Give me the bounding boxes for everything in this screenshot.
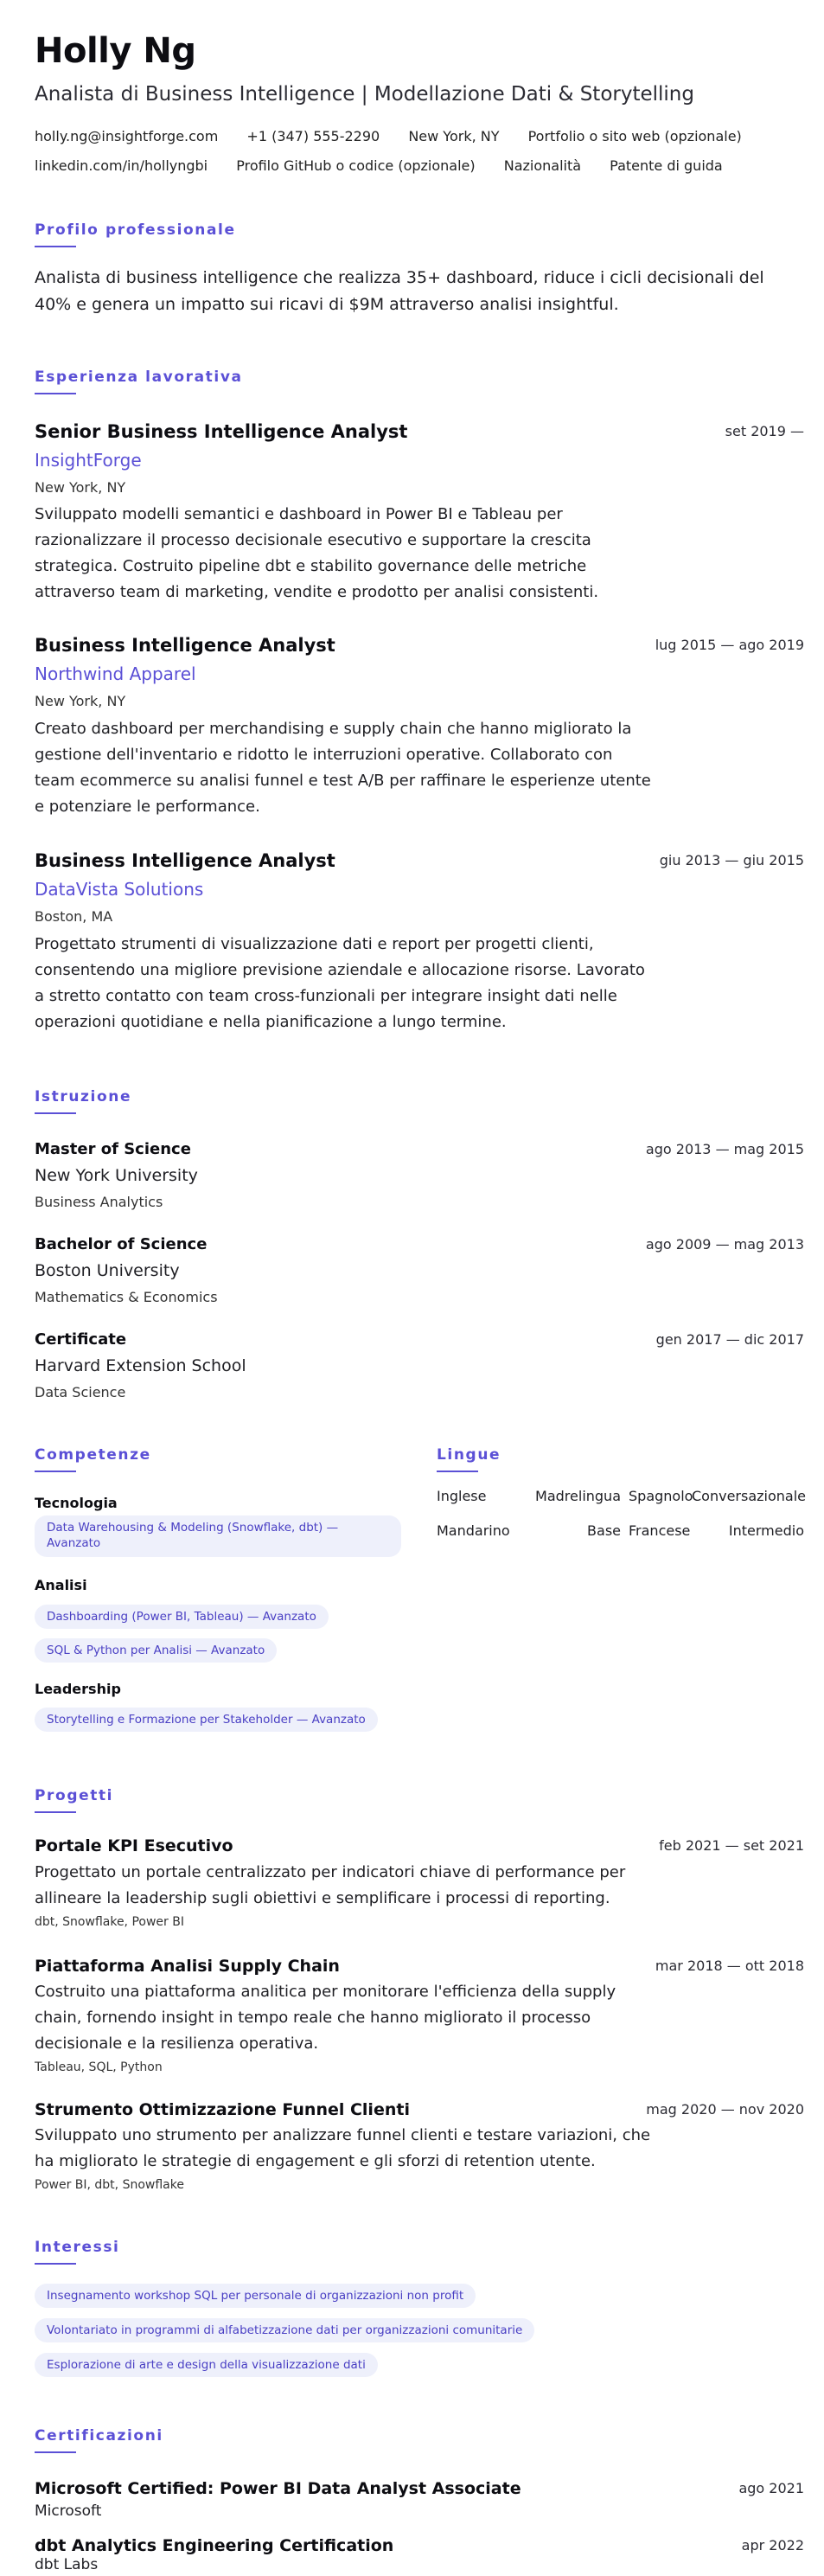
language-name: Mandarino <box>437 1522 510 1539</box>
job-company: InsightForge <box>35 450 142 471</box>
project-title: Piattaforma Analisi Supply Chain <box>35 1957 340 1976</box>
job-title: Business Intelligence Analyst <box>35 850 335 871</box>
edu-school: Harvard Extension School <box>35 1356 246 1375</box>
section-title-skills: Competenze <box>35 1446 151 1464</box>
edu-date: ago 2009 — mag 2013 <box>645 1236 804 1253</box>
contact-github[interactable]: Profilo GitHub o codice (opzionale) <box>236 157 476 174</box>
edu-school: Boston University <box>35 1261 180 1280</box>
contact-portfolio[interactable]: Portfolio o sito web (opzionale) <box>527 128 742 144</box>
profile-summary: Analista di business intelligence che realizza 35+ dashboard, riduce i cicli decisionali del 40% e genera un impatto sui ricavi di $9M attraverso analisi insightful. <box>35 268 764 314</box>
contact-linkedin[interactable]: linkedin.com/in/hollyngbi <box>35 157 208 174</box>
job-company: Northwind Apparel <box>35 663 196 684</box>
language-level: Conversazionale <box>692 1488 806 1504</box>
contact-email[interactable]: holly.ng@insightforge.com <box>35 128 219 144</box>
project-description: Costruito una piattaforma analitica per monitorare l'efficienza della supply chain, fornendo insight in tempo reale che hanno migliorato il processo decisionale e la resilienza operativa. <box>35 1983 616 2053</box>
project-description: Progettato un portale centralizzato per indicatori chiave di performance per allineare la leadership sugli obiettivi e semplificare i processi di reporting. <box>35 1863 626 1907</box>
project-title: Portale KPI Esecutivo <box>35 1836 233 1855</box>
edu-date: ago 2013 — mag 2015 <box>645 1141 804 1157</box>
section-rule <box>35 1471 76 1472</box>
contact-nationality: Nazionalità <box>503 157 582 174</box>
job-location: Boston, MA <box>35 908 113 925</box>
edu-degree: Master of Science <box>35 1140 191 1158</box>
language-level: Madrelingua <box>535 1488 621 1504</box>
skill-pill <box>35 1515 401 1557</box>
skill-category: Tecnologia <box>35 1495 118 1511</box>
skill-pill: Dashboarding (Power BI, Tableau) — Avanzato <box>35 1605 329 1629</box>
job-description: Progettato strumenti di visualizzazione dati e report per progetti clienti, consentendo una migliore previsione aziendale e allocazione risorse. Lavorato a stretto contatto con team cross-funzionali per integrare insight dati nelle operazioni quotidiane e nella pianificazione a lungo termine. <box>35 935 645 1031</box>
project-description: Sviluppato uno strumento per analizzare funnel clienti e testare variazioni, che ha migliorato le strategie di engagement e gli sforzi di retention utente. <box>35 2126 651 2170</box>
skill-pill: SQL & Python per Analisi — Avanzato <box>35 1638 277 1663</box>
edu-field: Data Science <box>35 1384 126 1400</box>
job-company: DataVista Solutions <box>35 879 204 900</box>
section-rule <box>35 393 76 394</box>
interest-pill: Insegnamento workshop SQL per personale di organizzazioni non profit <box>35 2284 476 2308</box>
job-description: Sviluppato modelli semantici e dashboard in Power BI e Tableau per razionalizzare il processo decisionale esecutivo e supportare la crescita strategica. Costruito pipeline dbt e stabilito governance delle metriche attraverso team di marketing, vendite e prodotto per analisi consistenti. <box>35 505 599 601</box>
edu-field: Business Analytics <box>35 1194 163 1210</box>
project-tech: Power BI, dbt, Snowflake <box>35 2178 184 2192</box>
interest-pill: Volontariato in programmi di alfabetizzazione dati per organizzazioni comunitarie <box>35 2318 534 2342</box>
certification-issuer: dbt Labs <box>35 2556 99 2573</box>
job-date: lug 2015 — ago 2019 <box>655 637 804 653</box>
certification-name: dbt Analytics Engineering Certification <box>35 2536 394 2555</box>
edu-field: Mathematics & Economics <box>35 1289 218 1305</box>
language-name: Inglese <box>437 1488 487 1504</box>
job-description: Creato dashboard per merchandising e supply chain che hanno migliorato la gestione dell'inventario e ridotto le interruzioni operative. Collaborato con team ecommerce su analisi funnel e test A/B per raffinare le esperienze utente e potenziare le performance. <box>35 720 651 816</box>
section-title-projects: Progetti <box>35 1787 114 1804</box>
section-rule <box>35 2451 76 2453</box>
job-location: New York, NY <box>35 693 126 709</box>
section-rule <box>35 1811 76 1813</box>
section-title-education: Istruzione <box>35 1088 132 1105</box>
interest-pill: Esplorazione di arte e design della visualizzazione dati <box>35 2353 378 2377</box>
project-date: mag 2020 — nov 2020 <box>646 2101 804 2118</box>
candidate-name: Holly Ng <box>35 31 196 71</box>
certification-issuer: Microsoft <box>35 2502 102 2520</box>
job-title: Senior Business Intelligence Analyst <box>35 421 408 442</box>
project-title: Strumento Ottimizzazione Funnel Clienti <box>35 2100 410 2119</box>
edu-degree: Certificate <box>35 1330 127 1349</box>
job-location: New York, NY <box>35 479 126 496</box>
project-date: feb 2021 — set 2021 <box>659 1837 804 1854</box>
edu-school: New York University <box>35 1166 198 1185</box>
job-title: Business Intelligence Analyst <box>35 635 335 656</box>
job-date: giu 2013 — giu 2015 <box>659 852 804 868</box>
contact-row-2 <box>35 157 747 174</box>
skill-category: Leadership <box>35 1681 121 1697</box>
certification-name: Microsoft Certified: Power BI Data Analyst Associate <box>35 2479 521 2498</box>
candidate-headline: Analista di Business Intelligence | Modellazione Dati & Storytelling <box>35 83 694 106</box>
language-level: Base <box>587 1522 621 1539</box>
project-tech: dbt, Snowflake, Power BI <box>35 1915 184 1929</box>
section-rule <box>35 2263 76 2265</box>
section-rule <box>35 246 76 247</box>
skill-pill-line: Avanzato <box>47 1536 101 1550</box>
language-level: Intermedio <box>728 1522 804 1539</box>
section-rule <box>437 1471 478 1472</box>
skill-pill-line: Data Warehousing & Modeling (Snowflake, dbt) — <box>47 1521 339 1535</box>
contact-phone[interactable]: +1 (347) 555-2290 <box>246 128 380 144</box>
contact-driving-license: Patente di guida <box>610 157 723 174</box>
certification-date: ago 2021 <box>738 2480 804 2496</box>
contact-location: New York, NY <box>408 128 500 144</box>
project-date: mar 2018 — ott 2018 <box>655 1958 804 1974</box>
certification-date: apr 2022 <box>741 2537 804 2554</box>
language-name: Spagnolo <box>629 1488 693 1504</box>
edu-degree: Bachelor of Science <box>35 1235 208 1253</box>
contact-row-1 <box>35 128 766 144</box>
section-title-certifications: Certificazioni <box>35 2427 163 2445</box>
project-tech: Tableau, SQL, Python <box>35 2060 163 2074</box>
job-date: set 2019 — <box>725 423 804 439</box>
section-title-profile: Profilo professionale <box>35 221 236 239</box>
section-title-interests: Interessi <box>35 2239 120 2256</box>
edu-date: gen 2017 — dic 2017 <box>655 1331 804 1348</box>
section-title-languages: Lingue <box>437 1446 501 1464</box>
skill-pill: Storytelling e Formazione per Stakeholder — Avanzato <box>35 1708 378 1732</box>
language-name: Francese <box>629 1522 691 1539</box>
section-rule <box>35 1112 76 1114</box>
section-title-experience: Esperienza lavorativa <box>35 368 243 386</box>
skill-category: Analisi <box>35 1577 87 1593</box>
